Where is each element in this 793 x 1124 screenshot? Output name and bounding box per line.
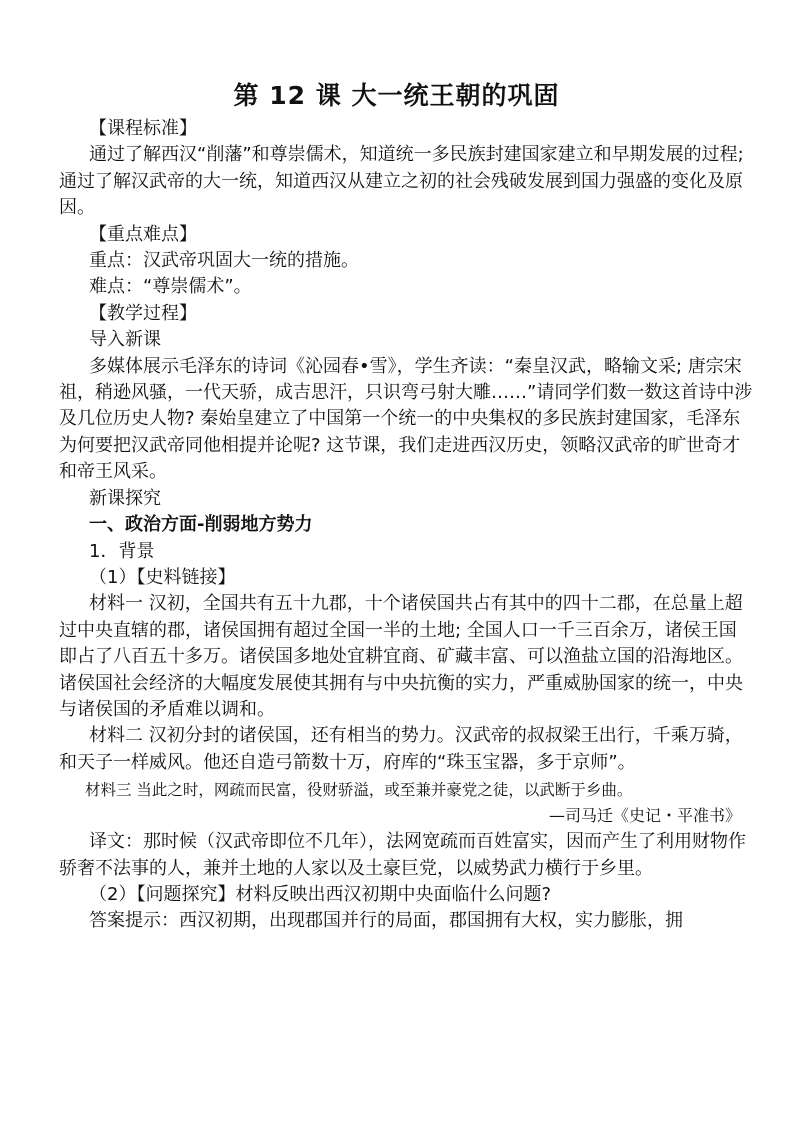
paragraph-difficult-point: 难点：“尊崇儒术”。 xyxy=(89,276,252,298)
heading-key-points: 【重点难点】 xyxy=(89,223,197,245)
heading-course-standard: 【课程标准】 xyxy=(89,118,197,139)
paragraph-key-point: 重点：汉武帝巩固大一统的措施。 xyxy=(89,250,359,272)
section-heading-politics: 一、政治方面-削弱地方势力 xyxy=(89,514,313,536)
heading-teaching-process: 【教学过程】 xyxy=(89,302,197,324)
paragraph-introduction: 多媒体展示毛泽东的诗词《沁园春•雪》，学生齐读：“秦皇汉武，略输文采; 唐宗宋祖，稍逊风骚，一代天骄，成吉思汗，只识弯弓射大雕……”请同学们数一数这首诗中涉及几位历史人物? 秦始皇建立了中国第一个统一的中央集权的多民族封建国家，毛泽东为何要把汉武帝同他相提并论呢? 这节课，我们走进西汉历史，领略汉武帝的旷世奇才和帝王风采。 xyxy=(59,355,753,483)
lesson-title: 第 12 课 大一统王朝的巩固 xyxy=(233,81,560,110)
paragraph-course-standard: 通过了解西汉“削藩”和尊崇儒术，知道统一多民族封建国家建立和早期发展的过程; 通过了解汉武帝的大一统，知道西汉从建立之初的社会残破发展到国力强盛的变化及原因。 xyxy=(59,144,744,219)
subheading-background: 1．背景 xyxy=(89,540,155,562)
document-body xyxy=(59,116,753,935)
paragraph-material-three: 材料三 当此之时，网疏而民富，役财骄溢，或至兼并豪党之徒，以武断于乡曲。 xyxy=(85,781,633,800)
paragraph-answer-hint: 答案提示：西汉初期，出现郡国并行的局面，郡国拥有大权，实力膨胀，拥 xyxy=(89,910,683,932)
paragraph-material-one: 材料一 汉初，全国共有五十九郡，十个诸侯国共占有其中的四十二郡，在总量上超过中央直辖的郡，诸侯国拥有超过全国一半的土地; 全国人口一千三百余万，诸侯王国即占了八百五十多万。诸侯国多地处宜耕宜商、矿藏丰富、可以渔盐立国的沿海地区。诸侯国社会经济的大幅度发展使其拥有与中央抗衡的实力，严重威胁国家的统一，中央与诸侯国的矛盾难以调和。 xyxy=(59,593,743,720)
subheading-source-link: （1）【史料链接】 xyxy=(89,566,236,588)
paragraph-question: （2）【问题探究】材料反映出西汉初期中央面临什么问题? xyxy=(89,883,552,905)
paragraph-material-two: 材料二 汉初分封的诸侯国，还有相当的势力。汉武帝的叔叔梁王出行，千乘万骑，和天子一样威风。他还自造弓箭数十万，府库的“珠玉宝器，多于京师”。 xyxy=(59,725,743,773)
paragraph-translation: 译文：那时候（汉武帝即位不几年），法网宽疏而百姓富实，因而产生了利用财物作骄奢不法事的人，兼并土地的人家以及土豪巨党，以威势武力横行于乡里。 xyxy=(59,831,746,879)
heading-introduction: 导入新课 xyxy=(89,329,161,351)
heading-new-lesson: 新课探究 xyxy=(89,487,161,509)
source-citation: —司马迁《史记・平准书》 xyxy=(548,806,741,826)
